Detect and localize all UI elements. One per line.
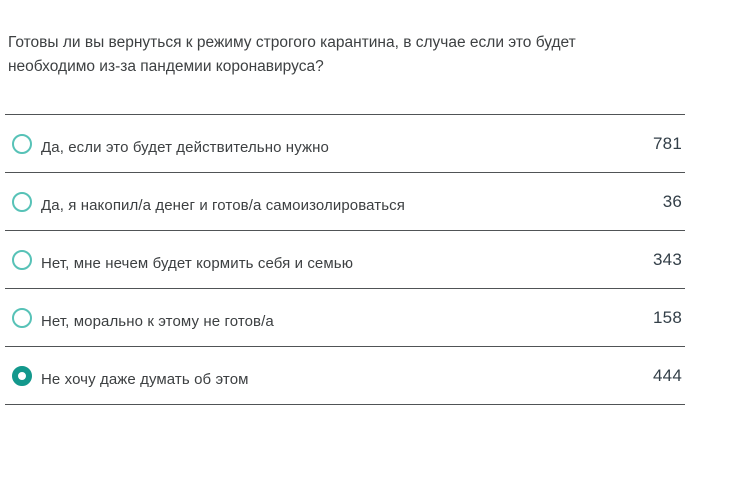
option-label: Нет, морально к этому не готов/а <box>41 313 274 330</box>
poll-list <box>5 114 685 405</box>
radio-button[interactable] <box>12 192 32 212</box>
vote-count: 343 <box>653 249 682 269</box>
radio-button[interactable] <box>12 134 32 154</box>
vote-count: 158 <box>653 307 682 327</box>
vote-count: 36 <box>662 191 682 211</box>
poll-option-row[interactable] <box>5 288 685 346</box>
radio-button[interactable] <box>12 250 32 270</box>
poll-option-row[interactable] <box>5 346 685 404</box>
option-label: Нет, мне нечем будет кормить себя и семью <box>41 255 354 272</box>
option-label: Да, если это будет действительно нужно <box>41 139 329 156</box>
radio-button-selected[interactable] <box>12 366 32 386</box>
option-label: Не хочу даже думать об этом <box>41 371 249 388</box>
poll-option-row[interactable] <box>5 230 685 288</box>
poll-question: Готовы ли вы вернуться к режиму строгого карантина, в случае если это будет необходимо из-за пандемии коронавируса? <box>8 34 576 75</box>
poll-option-row[interactable] <box>5 114 685 172</box>
poll-option-row[interactable] <box>5 172 685 230</box>
vote-count: 781 <box>653 133 682 153</box>
option-label: Да, я накопил/а денег и готов/а самоизолироваться <box>41 197 405 214</box>
vote-count: 444 <box>653 365 682 385</box>
radio-button[interactable] <box>12 308 32 328</box>
